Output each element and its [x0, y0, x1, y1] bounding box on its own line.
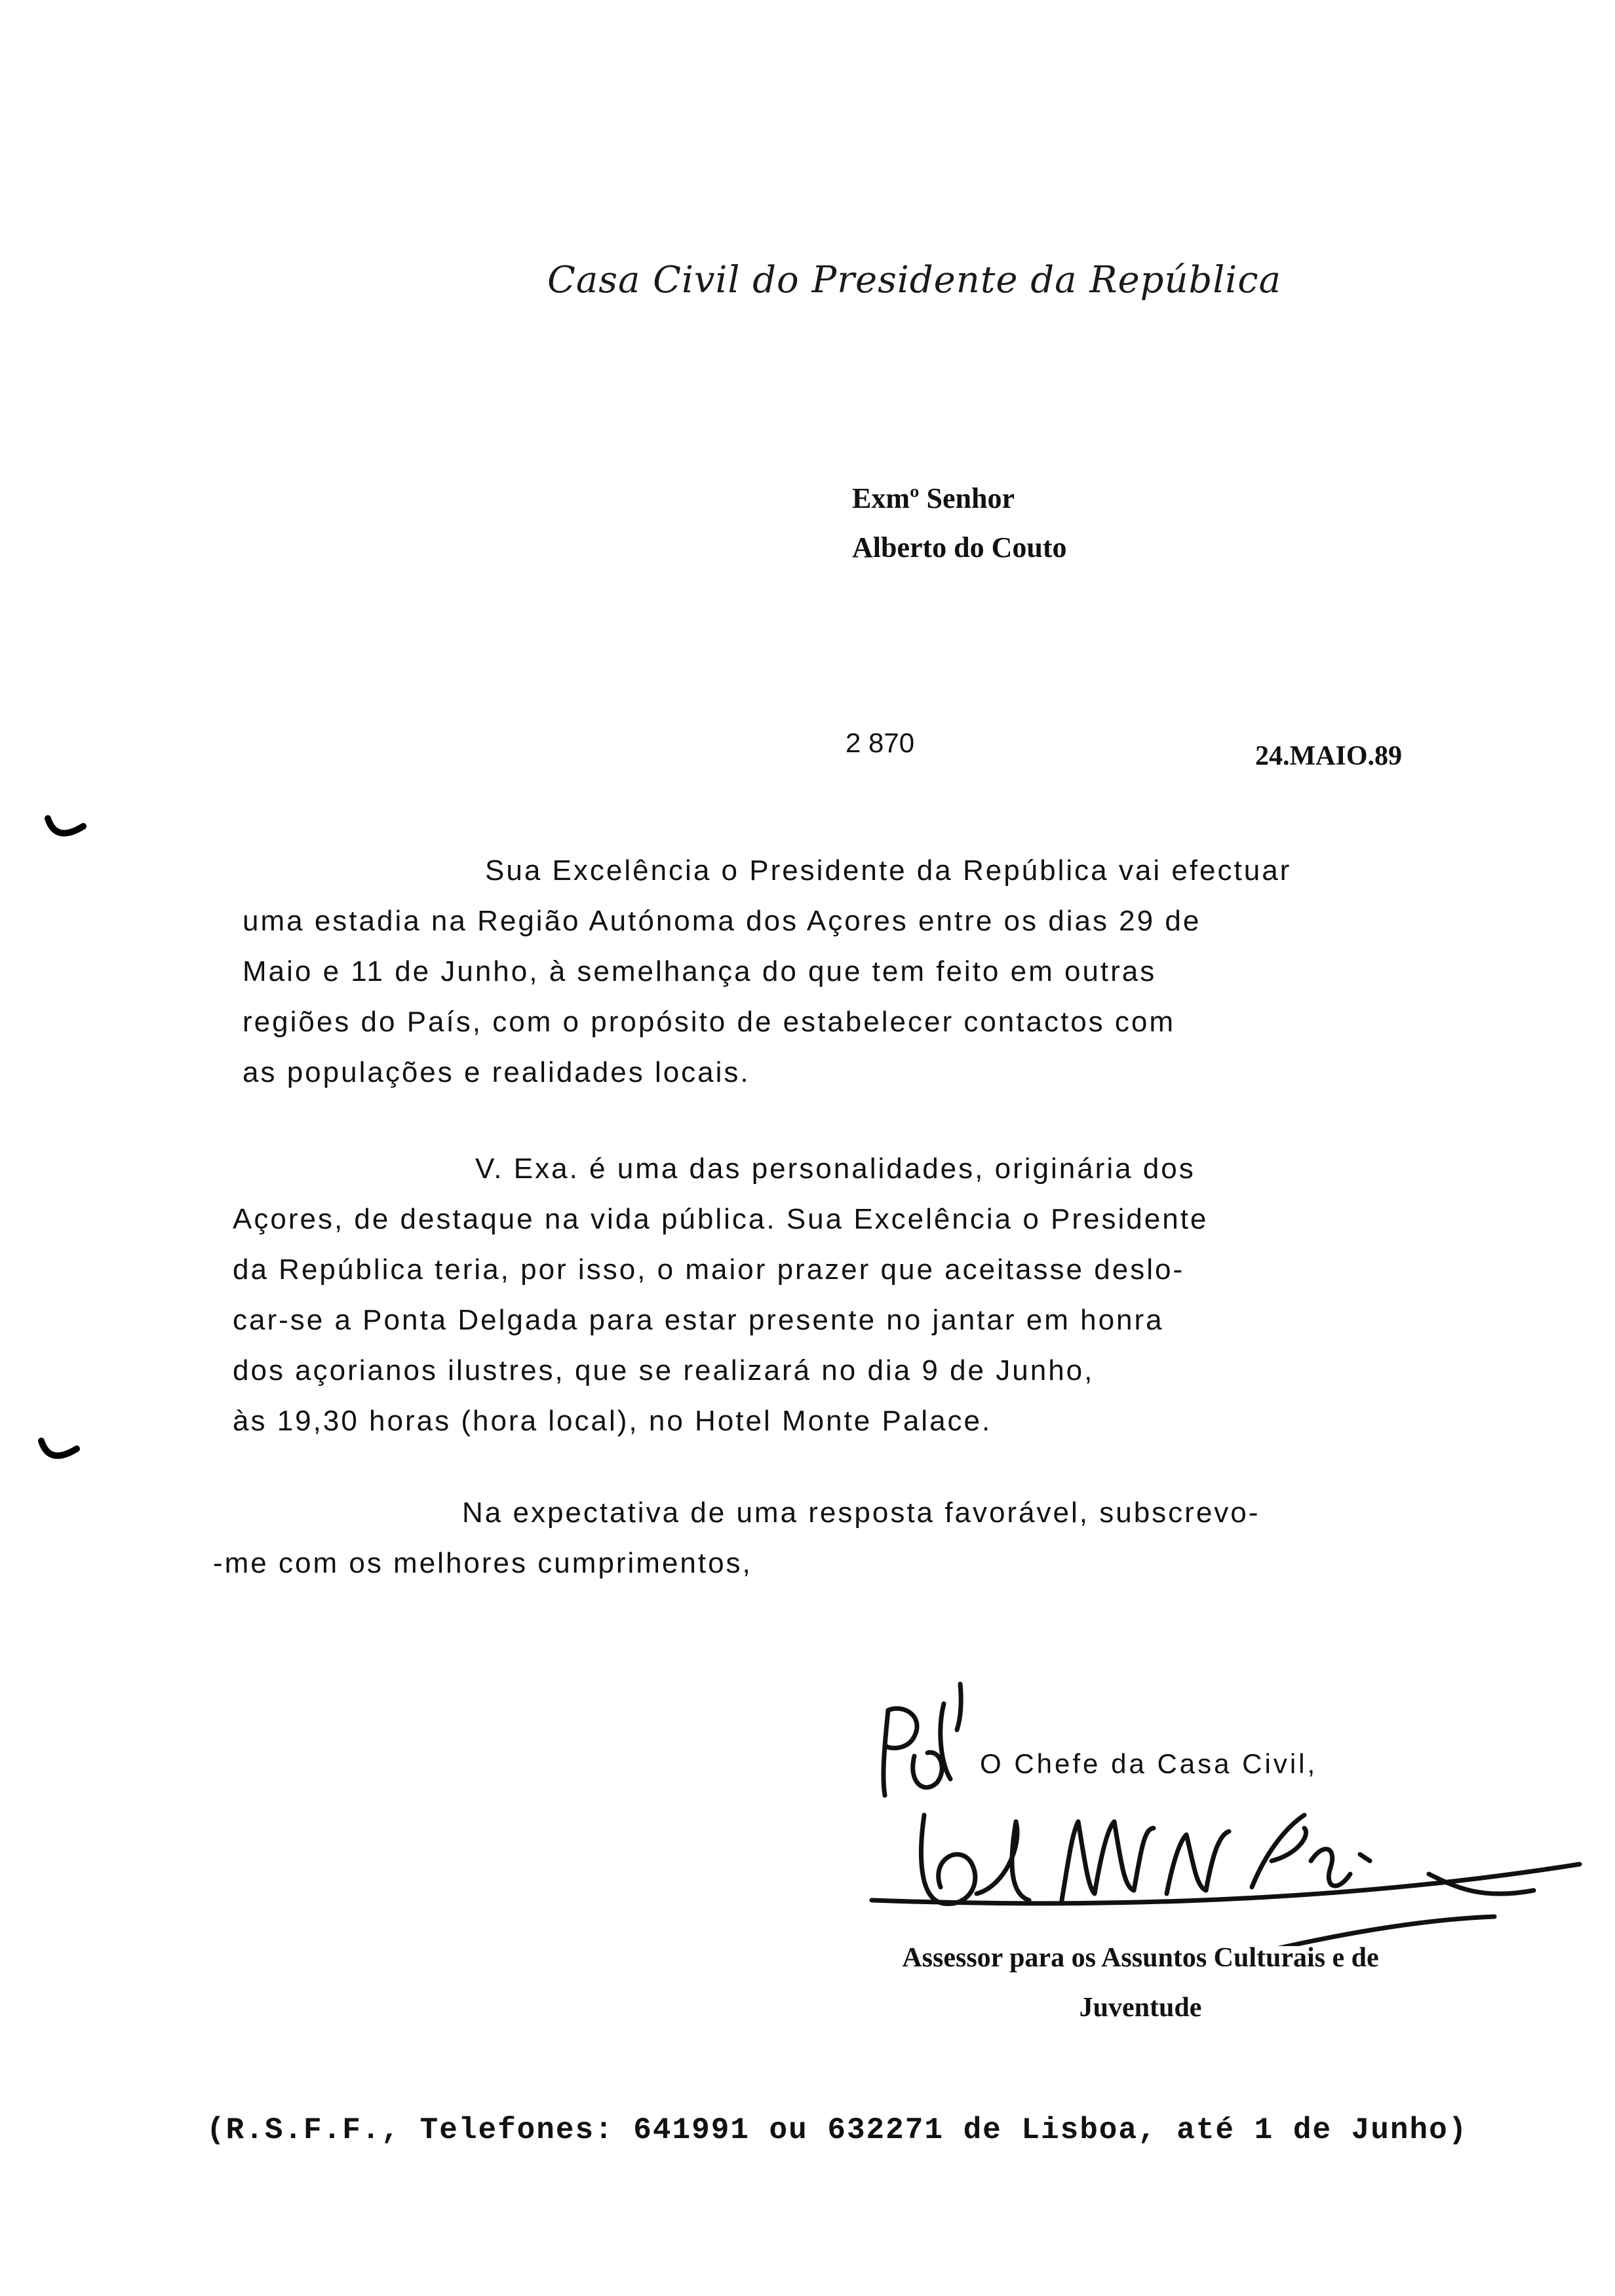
- recipient-name: Alberto do Couto: [852, 531, 1067, 564]
- letterhead-title: Casa Civil do Presidente da República: [547, 259, 1281, 301]
- paragraph-line: V. Exa. é uma das personalidades, originária dos: [475, 1153, 1196, 1185]
- paragraph-line: da República teria, por isso, o maior prazer que aceitasse deslo-: [233, 1253, 1185, 1286]
- signer-title: O Chefe da Casa Civil,: [980, 1748, 1318, 1779]
- body-paragraph-1: [243, 845, 1524, 1098]
- paragraph-line: às 19,30 horas (hora local), no Hotel Monte Palace.: [233, 1405, 992, 1437]
- body-paragraph-3: [213, 1487, 1504, 1588]
- paragraph-line: as populações e realidades locais.: [243, 1056, 750, 1088]
- paragraph-line: Na expectativa de uma resposta favorável, subscrevo-: [462, 1497, 1260, 1529]
- paragraph-line: Sua Excelência o Presidente da República vai efectuar: [485, 854, 1292, 887]
- punch-hole-mark: [43, 809, 88, 855]
- paragraph-line: uma estadia na Região Autónoma dos Açores entre os dias 29 de: [243, 905, 1201, 937]
- paragraph-line: dos açorianos ilustres, que se realizará no dia 9 de Junho,: [233, 1354, 1095, 1387]
- paragraph-line: Açores, de destaque na vida pública. Sua Excelência o Presidente: [233, 1203, 1209, 1235]
- paragraph-line: -me com os melhores cumprimentos,: [213, 1547, 752, 1579]
- letter-date: 24.MAIO.89: [1255, 741, 1402, 771]
- punch-hole-mark: [36, 1432, 82, 1478]
- reference-number: 2 870: [846, 727, 915, 758]
- handwritten-signature: [852, 1664, 1586, 1946]
- recipient-salutation: Exmº Senhor: [852, 482, 1015, 514]
- paragraph-line: regiões do País, com o propósito de estabelecer contactos com: [243, 1006, 1176, 1038]
- assessor-line-2: Juventude: [1079, 1993, 1202, 2023]
- paragraph-line: car-se a Ponta Delgada para estar presente no jantar em honra: [233, 1304, 1164, 1336]
- assessor-title: [806, 1933, 1475, 2033]
- body-paragraph-2: [233, 1143, 1517, 1446]
- assessor-line-1: Assessor para os Assuntos Culturais e de: [902, 1943, 1379, 1973]
- paragraph-line: Maio e 11 de Junho, à semelhança do que tem feito em outras: [243, 955, 1157, 987]
- footer-contact-note: (R.S.F.F., Telefones: 641991 ou 632271 de Lisboa, até 1 de Junho): [206, 2113, 1468, 2147]
